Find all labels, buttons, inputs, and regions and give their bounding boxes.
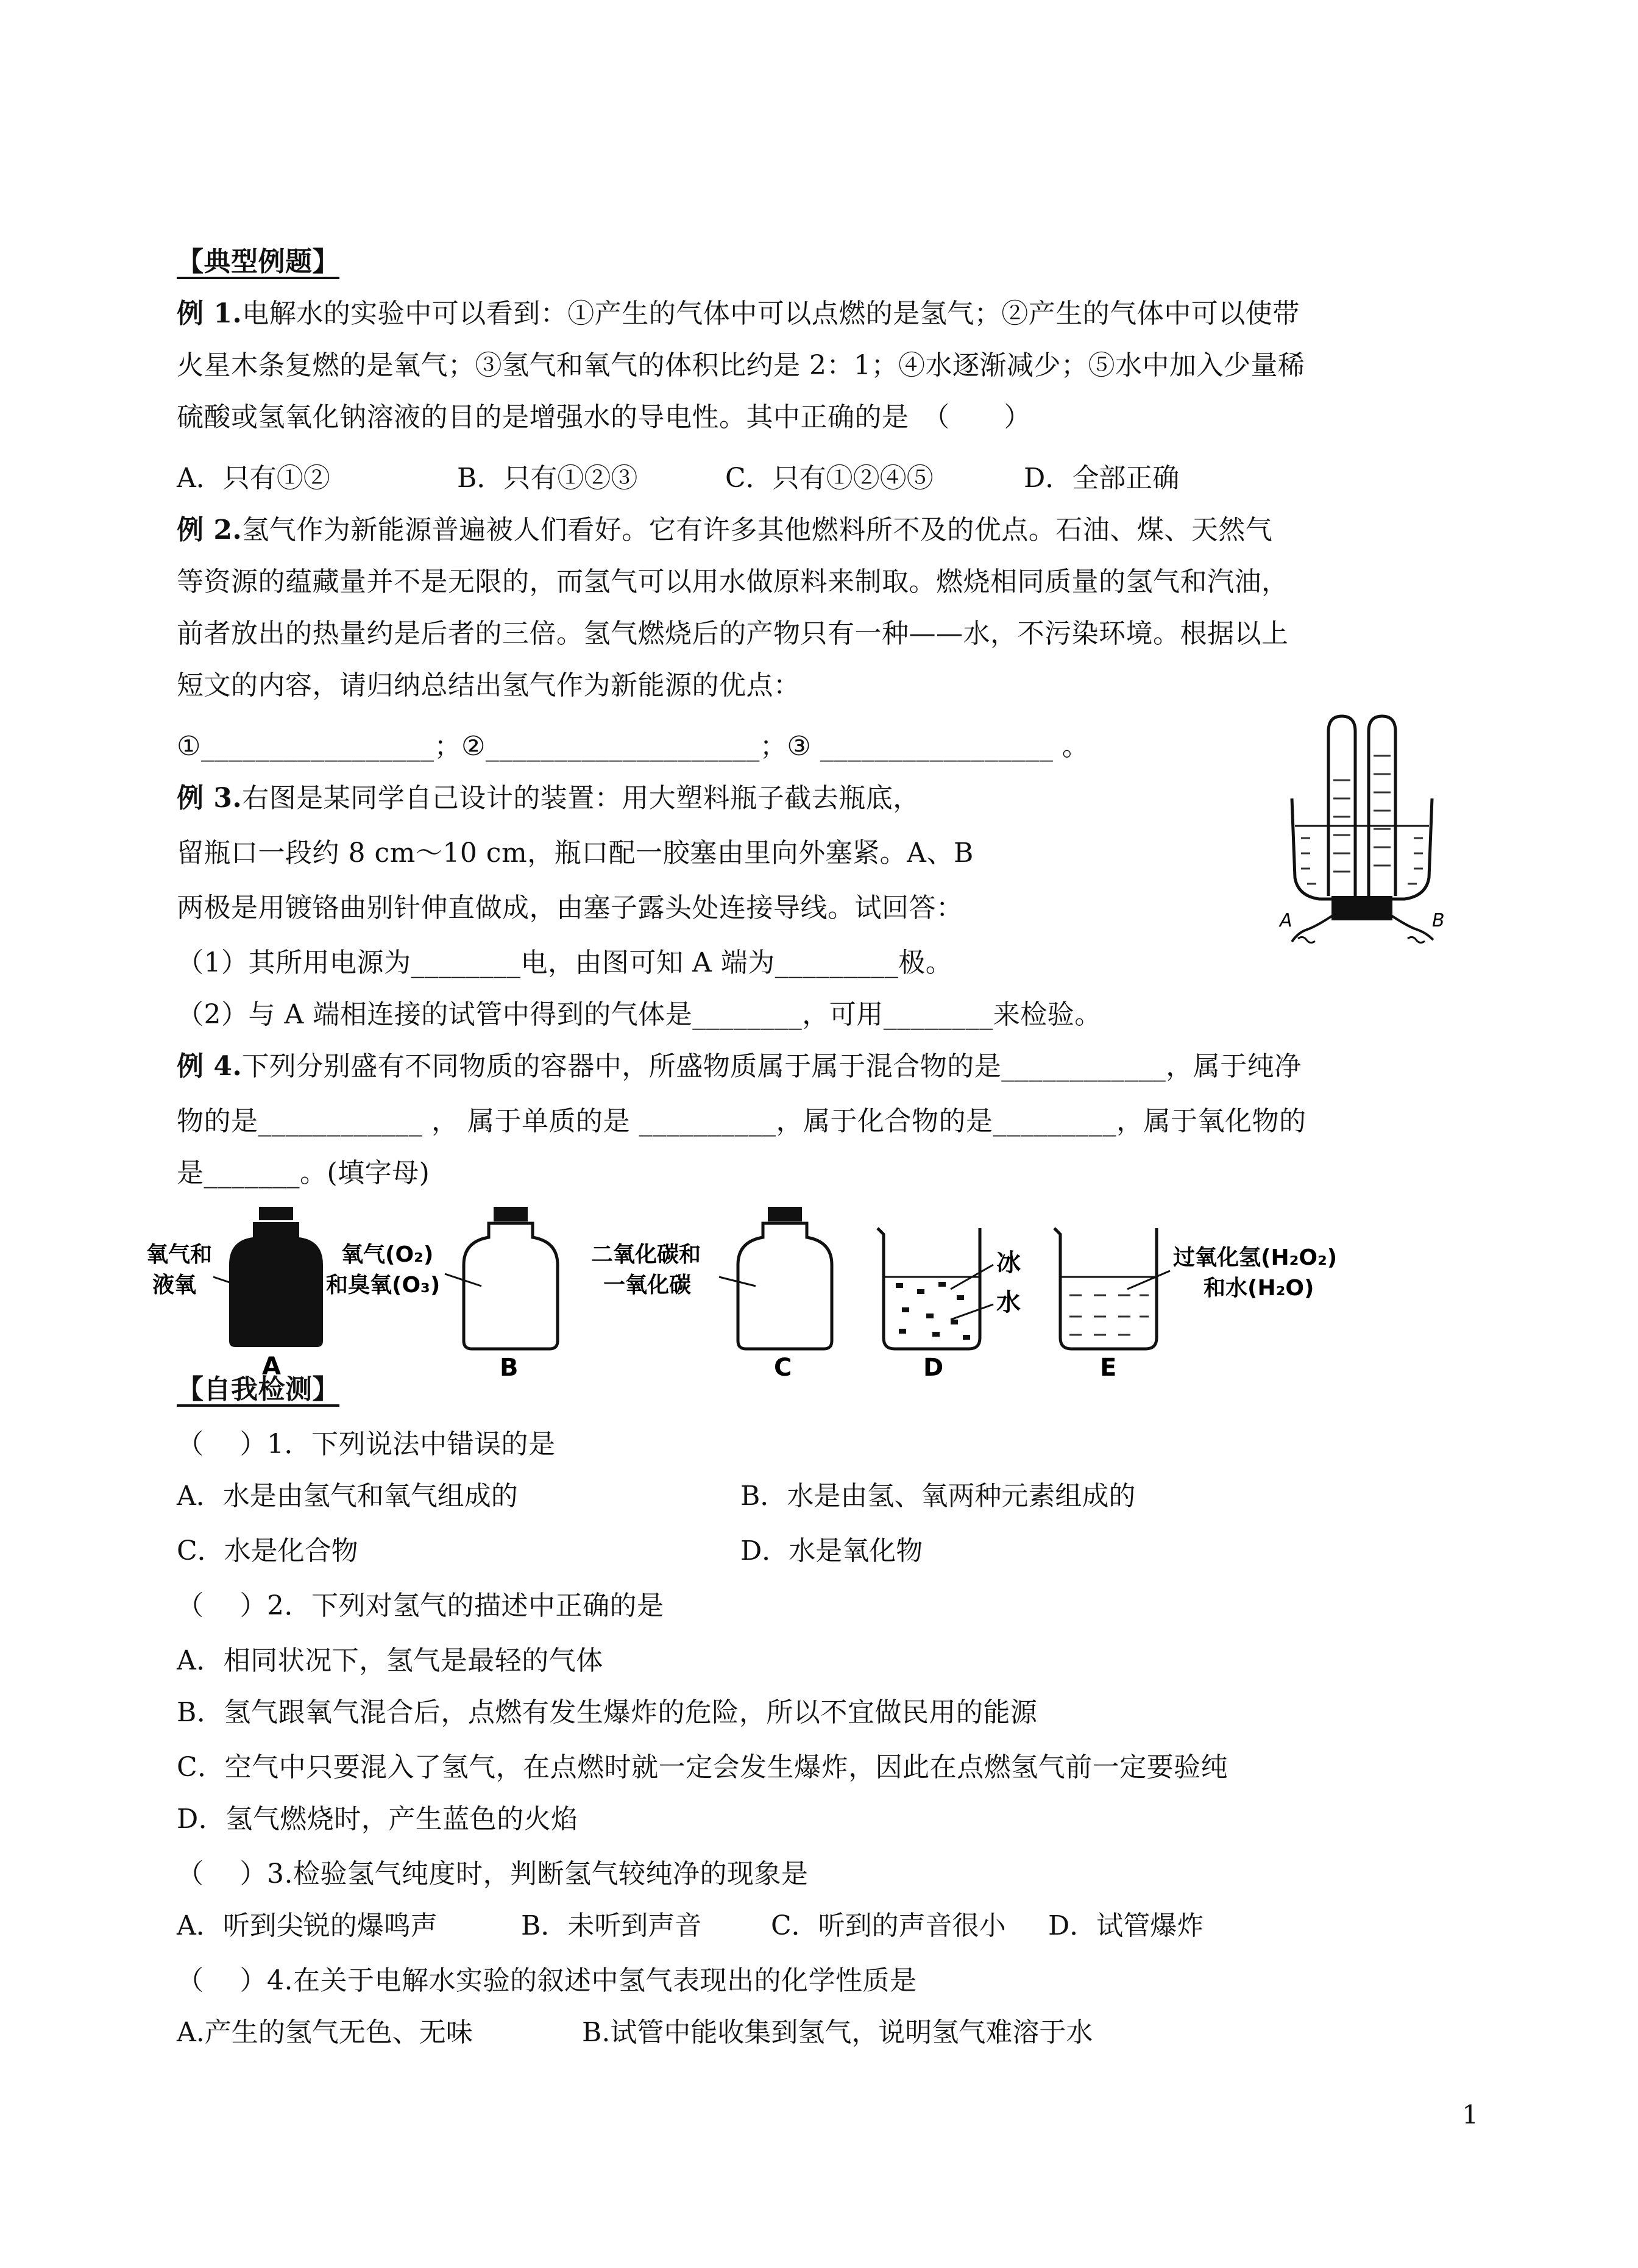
- ex1-line1: 例 1.电解水的实验中可以看到：①产生的气体中可以点燃的是氢气；②产生的气体中可以使带: [177, 298, 1300, 329]
- container-b: [326, 1207, 558, 1381]
- ex3-line1: 例 3.右图是某同学自己设计的装置：用大塑料瓶子截去瓶底，: [177, 783, 920, 814]
- container-d-label-1: 冰: [996, 1249, 1021, 1277]
- self-test-q4-option-a: A.产生的氢气无色、无味: [177, 2017, 473, 2048]
- container-d-letter: D: [923, 1354, 944, 1381]
- ex2-line2: 等资源的蕴藏量并不是无限的，而氢气可以用水做原料来制取。燃烧相同质量的氢气和汽油，: [177, 566, 1289, 597]
- ex1-option-d: D．全部正确: [1024, 463, 1180, 494]
- self-test-q4-stem: （ ）4.在关于电解水实验的叙述中氢气表现出的化学性质是: [177, 1965, 917, 1996]
- ex4-line3: 是_______。(填字母): [177, 1157, 430, 1189]
- self-test-q2-option-c: C．空气中只要混入了氢气，在点燃时就一定会发生爆炸，因此在点燃氢气前一定要验纯: [177, 1752, 1228, 1783]
- ex1-line3: 硫酸或氢氧化钠溶液的目的是增强水的导电性。其中正确的是 （ ）: [177, 402, 1031, 433]
- containers-figure: [140, 1204, 1414, 1381]
- ex2-label: 例 2.: [177, 514, 243, 546]
- container-c-label-2: 一氧化碳: [603, 1273, 692, 1298]
- ex1-option-b: B．只有①②③: [457, 463, 638, 494]
- ex3-line2: 留瓶口一段约 8 cm～10 cm，瓶口配一胶塞由里向外塞紧。A、B: [177, 837, 974, 869]
- page-number: 1: [1462, 2100, 1478, 2130]
- container-a: [146, 1207, 323, 1381]
- ex2-blanks: ①_________________；②____________________；③ _________________ 。: [177, 731, 1090, 762]
- self-test-q1-option-a: A．水是由氢气和氧气组成的: [177, 1481, 518, 1512]
- self-test-q3-option-d: D．试管爆炸: [1048, 1910, 1204, 1941]
- electrolysis-apparatus-figure: [1274, 713, 1450, 969]
- self-test-q2-option-d: D．氢气燃烧时，产生蓝色的火焰: [177, 1804, 578, 1835]
- ex4-label: 例 4.: [177, 1051, 243, 1082]
- ex2-line1: 例 2.氢气作为新能源普遍被人们看好。它有许多其他燃料所不及的优点。石油、煤、天然气: [177, 514, 1273, 546]
- container-a-label-2: 液氧: [152, 1273, 197, 1298]
- ex3-question-2: （2）与 A 端相连接的试管中得到的气体是________，可用________来检验。: [177, 999, 1102, 1030]
- ex3-line3: 两极是用镀铬曲别针伸直做成，由塞子露头处连接导线。试回答：: [177, 892, 963, 923]
- ex4-line1: 例 4.下列分别盛有不同物质的容器中，所盛物质属于属于混合物的是____________，属于纯净: [177, 1051, 1302, 1082]
- container-e-label-1: 过氧化氢(H₂O₂): [1173, 1245, 1338, 1270]
- ex2-line3: 前者放出的热量约是后者的三倍。氢气燃烧后的产物只有一种——水，不污染环境。根据以上: [177, 618, 1289, 649]
- container-c-label-1: 二氧化碳和: [591, 1242, 701, 1267]
- self-test-q1-option-d: D．水是氧化物: [740, 1535, 923, 1566]
- container-c: [591, 1207, 832, 1381]
- self-test-q2-stem: （ ）2．下列对氢气的描述中正确的是: [177, 1590, 664, 1621]
- self-test-q3-stem: （ ）3.检验氢气纯度时，判断氢气较纯净的现象是: [177, 1858, 809, 1889]
- self-test-q1-option-c: C．水是化合物: [177, 1535, 358, 1566]
- ex3-label: 例 3.: [177, 783, 243, 814]
- container-d-label-2: 水: [996, 1289, 1021, 1317]
- ex1-line2: 火星木条复燃的是氧气；③氢气和氧气的体积比约是 2：1；④水逐渐减少；⑤水中加入少量稀: [177, 350, 1305, 381]
- container-c-letter: C: [774, 1354, 792, 1381]
- ex3-question-1: （1）其所用电源为________电，由图可知 A 端为_________极。: [177, 947, 953, 978]
- ex1-option-a: A．只有①②: [177, 463, 330, 494]
- container-d: [878, 1228, 1021, 1381]
- ex4-line2: 物的是____________ ， 属于单质的是 __________，属于化合物的是_________，属于氧化物的: [177, 1106, 1306, 1137]
- ex1-option-c: C．只有①②④⑤: [725, 463, 934, 494]
- self-test-q4-option-b: B.试管中能收集到氢气，说明氢气难溶于水: [582, 2017, 1093, 2048]
- electrode-a-label: A: [1280, 910, 1292, 931]
- container-e-label-2: 和水(H₂O): [1204, 1276, 1314, 1301]
- self-test-q1-stem: （ ）1．下列说法中错误的是: [177, 1429, 556, 1460]
- ex1-label: 例 1.: [177, 298, 243, 329]
- self-test-q2-option-b: B．氢气跟氧气混合后，点燃有发生爆炸的危险，所以不宜做民用的能源: [177, 1697, 1038, 1728]
- section-title-self-test: 【自我检测】: [177, 1374, 339, 1405]
- self-test-q2-option-a: A．相同状况下，氢气是最轻的气体: [177, 1645, 603, 1676]
- self-test-q1-option-b: B．水是由氢、氧两种元素组成的: [740, 1481, 1136, 1512]
- container-b-label-1: 氧气(O₂): [341, 1242, 434, 1267]
- container-e: [1054, 1228, 1337, 1381]
- ex2-line4: 短文的内容，请归纳总结出氢气作为新能源的优点：: [177, 670, 801, 701]
- self-test-q3-option-b: B．未听到声音: [521, 1910, 702, 1941]
- self-test-q3-option-c: C．听到的声音很小: [771, 1910, 1006, 1941]
- self-test-q3-option-a: A．听到尖锐的爆鸣声: [177, 1910, 438, 1941]
- container-a-label-1: 氧气和: [146, 1242, 213, 1267]
- electrode-b-label: B: [1432, 910, 1445, 931]
- container-b-letter: B: [500, 1354, 519, 1381]
- container-b-label-2: 和臭氧(O₃): [326, 1273, 441, 1298]
- container-a-letter: A: [262, 1353, 281, 1381]
- container-e-letter: E: [1100, 1354, 1117, 1381]
- section-title-typical: 【典型例题】: [177, 246, 339, 277]
